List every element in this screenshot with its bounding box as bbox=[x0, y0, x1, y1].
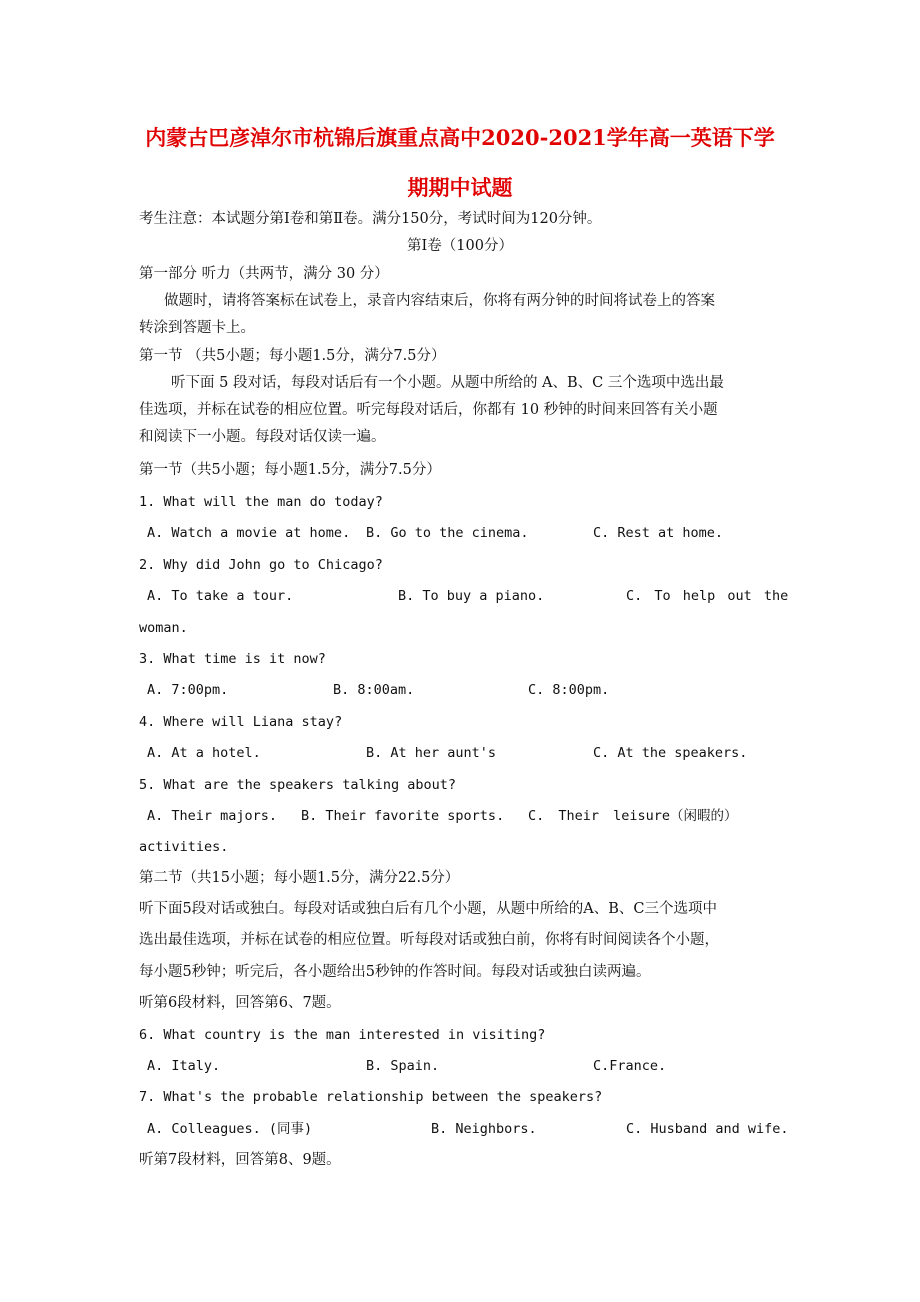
question-2-option-b: B. To buy a piano. bbox=[398, 588, 545, 604]
question-3-stem: 3. What time is it now? bbox=[139, 651, 326, 667]
question-4-option-a: A. At a hotel. bbox=[147, 745, 261, 761]
question-6-option-c: C.France. bbox=[593, 1058, 667, 1074]
section2-heading: 第二节（共15小题；每小题1.5分，满分22.5分） bbox=[139, 870, 460, 886]
section2-instr-line-2: 选出最佳选项，并标在试卷的相应位置。听每段对话或独白前，你将有时间阅读各个小题， bbox=[139, 932, 719, 948]
exam-title-line-2: 期期中试题 bbox=[407, 175, 513, 200]
section1-instr-line-2: 佳选项，并标在试卷的相应位置。听完每段对话后，你都有 10 秒钟的时间来回答有关小题 bbox=[139, 402, 718, 418]
question-4-stem: 4. Where will Liana stay? bbox=[139, 714, 343, 730]
question-7-option-b: B. Neighbors. bbox=[431, 1121, 537, 1137]
question-3-option-c: C. 8:00pm. bbox=[528, 682, 610, 698]
question-2-option-c-continued: woman. bbox=[139, 620, 188, 636]
material-7-heading: 听第7段材料，回答第8、9题。 bbox=[139, 1152, 341, 1168]
question-7-stem: 7. What's the probable relationship between the speakers? bbox=[139, 1089, 603, 1105]
part1-heading: 第一部分 听力（共两节，满分 30 分） bbox=[139, 266, 389, 282]
question-2-stem: 2. Why did John go to Chicago? bbox=[139, 557, 383, 573]
section1-heading: 第一节 （共5小题；每小题1.5分，满分7.5分） bbox=[139, 348, 446, 364]
exam-title-line-1: 内蒙古巴彦淖尔市杭锦后旗重点高中2020-2021学年高一英语下学 bbox=[145, 125, 775, 150]
question-2-option-a: A. To take a tour. bbox=[147, 588, 294, 604]
question-4-option-c: C. At the speakers. bbox=[593, 745, 748, 761]
question-3-option-a: A. 7:00pm. bbox=[147, 682, 229, 698]
section2-instr-line-1: 听下面5段对话或独白。每段对话或独白后有几个小题，从题中所给的A、B、C三个选项中 bbox=[139, 901, 717, 917]
question-5-option-a: A. Their majors. bbox=[147, 808, 278, 824]
question-1-option-c: C. Rest at home. bbox=[593, 525, 724, 541]
question-5-option-c-continued: activities. bbox=[139, 839, 229, 855]
question-6-option-a: A. Italy. bbox=[147, 1058, 221, 1074]
part1-intro-line-2: 转涂到答题卡上。 bbox=[139, 320, 255, 336]
volume-heading: 第Ⅰ卷（100分） bbox=[407, 238, 513, 254]
section1-instr-line-3: 和阅读下一小题。每段对话仅读一遍。 bbox=[139, 429, 386, 445]
question-6-stem: 6. What country is the man interested in visiting? bbox=[139, 1027, 546, 1043]
section2-instr-line-3: 每小题5秒钟；听完后，各小题给出5秒钟的作答时间。每段对话或独白读两遍。 bbox=[139, 964, 651, 980]
question-5-option-b: B. Their favorite sports. bbox=[301, 808, 505, 824]
material-6-heading: 听第6段材料，回答第6、7题。 bbox=[139, 995, 341, 1011]
question-2-option-c: C. To help out the bbox=[626, 588, 789, 604]
section1-instr-line-1: 听下面 5 段对话，每段对话后有一个小题。从题中所给的 A、B、C 三个选项中选出最 bbox=[171, 375, 724, 391]
question-1-option-b: B. Go to the cinema. bbox=[366, 525, 529, 541]
question-3-option-b: B. 8:00am. bbox=[333, 682, 415, 698]
section1-heading-repeat: 第一节（共5小题；每小题1.5分，满分7.5分） bbox=[139, 462, 441, 478]
question-1-option-a: A. Watch a movie at home. bbox=[147, 525, 351, 541]
question-4-option-b: B. At her aunt's bbox=[366, 745, 497, 761]
question-6-option-b: B. Spain. bbox=[366, 1058, 440, 1074]
question-5-stem: 5. What are the speakers talking about? bbox=[139, 777, 456, 793]
question-1-stem: 1. What will the man do today? bbox=[139, 494, 383, 510]
question-5-option-c: C. Their leisure（闲暇的） bbox=[528, 808, 738, 824]
question-7-option-c: C. Husband and wife. bbox=[626, 1121, 789, 1137]
exam-notice: 考生注意：本试题分第Ⅰ卷和第Ⅱ卷。满分150分，考试时间为120分钟。 bbox=[139, 211, 602, 227]
part1-intro-line-1: 做题时，请将答案标在试卷上，录音内容结束后，你将有两分钟的时间将试卷上的答案 bbox=[164, 293, 715, 309]
question-7-option-a: A. Colleagues. (同事) bbox=[147, 1121, 313, 1137]
